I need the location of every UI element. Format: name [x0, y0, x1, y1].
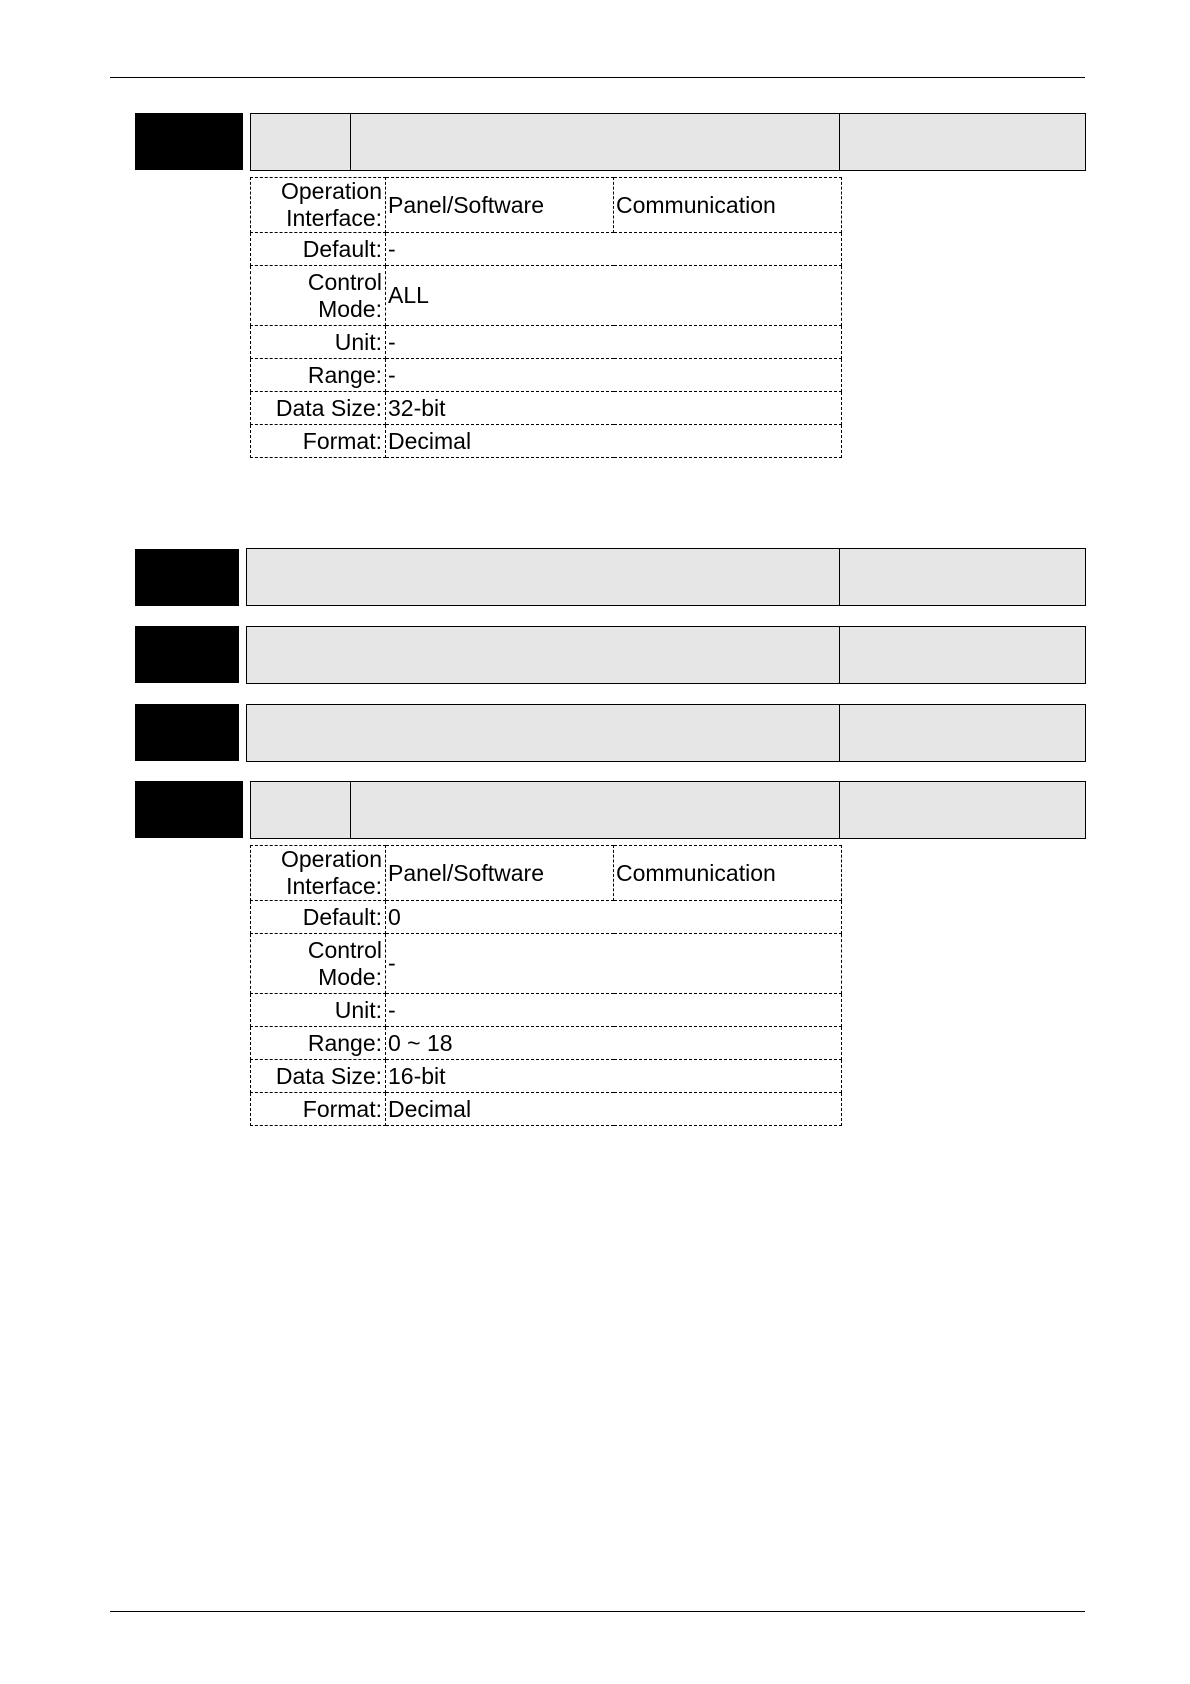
parameter-spec-table-1 — [250, 177, 842, 458]
header-divider — [839, 782, 840, 838]
parameter-header-bar-2 — [246, 548, 1086, 606]
parameter-code-tag-4 — [135, 704, 239, 761]
default-value: - — [386, 233, 842, 266]
unit-label: Unit: — [251, 994, 386, 1027]
communication-cell: Communication — [614, 846, 842, 901]
parameter-header-bar-3 — [246, 626, 1086, 684]
unit-value: - — [386, 326, 842, 359]
communication-cell: Communication — [614, 178, 842, 233]
data-size-value: 16-bit — [386, 1060, 842, 1093]
unit-row — [251, 326, 842, 359]
control-mode-label — [251, 266, 386, 326]
parameter-code-tag-3 — [135, 626, 239, 683]
label-line: Mode: — [318, 963, 382, 990]
range-value: 0 ~ 18 — [386, 1027, 842, 1060]
header-divider — [350, 782, 351, 838]
default-label: Default: — [251, 233, 386, 266]
data-size-value: 32-bit — [386, 392, 842, 425]
parameter-code-tag-5 — [135, 781, 243, 838]
format-label: Format: — [251, 1093, 386, 1126]
parameter-header-bar-1 — [250, 113, 1086, 171]
label-line: Operation — [280, 846, 382, 872]
header-rule — [110, 77, 1085, 78]
label-line: Control — [307, 268, 382, 295]
header-divider — [839, 114, 840, 170]
label-line: Mode: — [318, 295, 382, 322]
operation-interface-label — [251, 178, 386, 233]
header-divider — [839, 627, 840, 683]
data-size-label: Data Size: — [251, 1060, 386, 1093]
control-mode-value: ALL — [386, 266, 842, 326]
label-line: Operation — [280, 178, 382, 204]
panel-software-cell: Panel/Software — [386, 846, 614, 901]
format-row — [251, 1093, 842, 1126]
label-line: Interface: — [286, 873, 382, 899]
unit-label: Unit: — [251, 326, 386, 359]
footer-rule — [110, 1611, 1085, 1612]
parameter-header-bar-5 — [250, 781, 1086, 839]
operation-interface-label — [251, 846, 386, 901]
control-mode-label — [251, 934, 386, 994]
format-value: Decimal — [386, 1093, 842, 1126]
parameter-code-tag-1 — [135, 113, 243, 170]
data-size-label: Data Size: — [251, 392, 386, 425]
format-row — [251, 425, 842, 458]
default-label: Default: — [251, 901, 386, 934]
operation-interface-row — [251, 178, 842, 233]
unit-row — [251, 994, 842, 1027]
default-value: 0 — [386, 901, 842, 934]
control-mode-value: - — [386, 934, 842, 994]
data-size-row — [251, 1060, 842, 1093]
range-label: Range: — [251, 1027, 386, 1060]
label-line: Control — [307, 936, 382, 963]
control-mode-row — [251, 266, 842, 326]
range-row — [251, 359, 842, 392]
header-divider — [839, 705, 840, 761]
data-size-row — [251, 392, 842, 425]
label-line: Interface: — [286, 205, 382, 231]
panel-software-cell: Panel/Software — [386, 178, 614, 233]
control-mode-row — [251, 934, 842, 994]
operation-interface-row — [251, 846, 842, 901]
parameter-spec-table-2 — [250, 845, 842, 1126]
header-divider — [350, 114, 351, 170]
parameter-header-bar-4 — [246, 704, 1086, 762]
default-row — [251, 901, 842, 934]
unit-value: - — [386, 994, 842, 1027]
range-row — [251, 1027, 842, 1060]
header-divider — [839, 549, 840, 605]
range-label: Range: — [251, 359, 386, 392]
format-value: Decimal — [386, 425, 842, 458]
parameter-code-tag-2 — [135, 549, 239, 606]
range-value: - — [386, 359, 842, 392]
format-label: Format: — [251, 425, 386, 458]
default-row — [251, 233, 842, 266]
